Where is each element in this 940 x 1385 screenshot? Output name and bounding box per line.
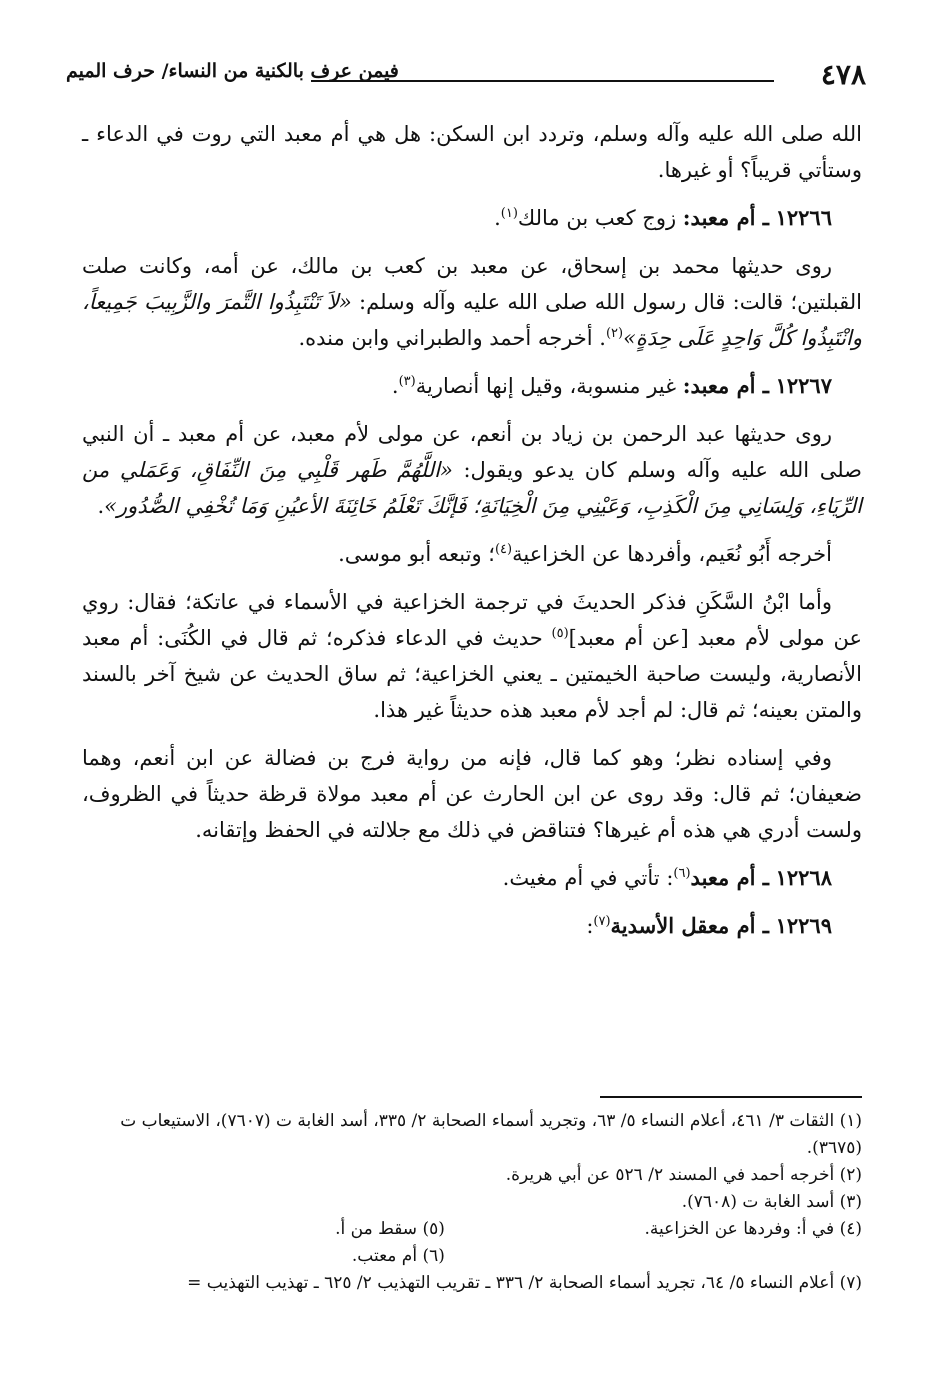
entry-end: . [494,206,501,230]
footnote-7: (٧) أعلام النساء ٥/ ٦٤، تجريد أسماء الصحابة ٢/ ٣٣٦ ـ تقريب التهذيب ٢/ ٦٢٥ ـ تهذيب التهذيب = [187,1273,862,1293]
entry-12268 [82,860,862,896]
entry-12266 [82,200,862,236]
main-text [82,116,862,956]
paragraph-12266 [82,248,862,356]
entry-12267 [82,368,862,404]
footnote-spacer [469,1243,862,1270]
entry-number: ١٢٢٦٩ [775,913,832,938]
paragraph-text: أخرجه أَبُو نُعَيم، وأفردها عن الخزاعية [512,542,832,566]
paragraph-abu-nuaym [82,536,862,572]
running-title: فيمن عرف بالكنية من النساء/ حرف الميم [66,60,399,82]
footnote-3: (٣) أسد الغابة ت (٧٦٠٨). [681,1192,862,1212]
footnote-6: (٦) أم معتب. [351,1246,445,1266]
entry-number: ١٢٢٦٨ [775,865,832,890]
paragraph-ibn-sakan [82,584,862,728]
paragraph-text: روى حديثها عبد الرحمن بن زياد بن أنعم، عن مولى لأم معبد، عن أم معبد ـ أن النبي صلى الله عليه وآله وسلم كان يدعو ويقول: [82,422,862,482]
footnote-ref: (٤) [494,542,513,557]
footnote-ref: (١) [500,206,518,221]
page-header [66,58,866,94]
paragraph-continuation: الله صلى الله عليه وآله وسلم، وتردد ابن السكن: هل هي أم معبد التي روت في الدعاء ـ وستأتي قريباً؟ أو غيرها. [82,122,862,182]
entry-number: ١٢٢٦٦ [775,205,832,230]
footnote-row [82,1216,862,1243]
paragraph-text: حديث في الدعاء فذكره؛ ثم قال في الكُنَى: أم معبد الأنصارية، وليست صاحبة الخيمتين ـ يعني الخزاعية؛ ثم ساق الحديث عن شيخ آخر بالسند والمتن بعينه؛ ثم قال: لم أجد لأم معبد هذه حديثاً غير هذا. [82,626,862,722]
entry-12269 [82,908,862,944]
entry-end: : [586,914,594,938]
footnote-rule [600,1096,862,1098]
entry-end: . [391,374,399,398]
paragraph-text: روى حديثها محمد بن إسحاق، عن معبد بن كعب بن مالك، عن أمه، وكانت صلت القبلتين؛ قالت: قال رسول الله صلى الله عليه وآله وسلم: [82,254,862,314]
entry-description: غير منسوبة، وقيل إنها أنصارية [415,374,677,398]
paragraph-text: ؛ وتبعه أبو موسى. [338,542,495,566]
footnote-1: (١) الثقات ٣/ ٤٦١، أعلام النساء ٥/ ٦٣، وتجريد أسماء الصحابة ٢/ ٣٣٥، أسد الغابة ت (٧٦٠٧)، الاستيعاب ت (٣٦٧٥). [120,1111,862,1158]
entry-name: ـ أم معبد [690,865,769,890]
entry-name: ـ أم معبد: [682,205,769,230]
footnote-row [82,1243,862,1270]
entry-number: ١٢٢٦٧ [775,373,832,398]
paragraph-isnad: وفي إسناده نظر؛ وهو كما قال، فإنه من رواية فرج بن فضالة عن ابن أنعم، وهما ضعيفان؛ ثم قال: وقد روى عن ابن الحارث عن أم معبد مولاة قرظة حديثاً في الظروف، ولست أدري هي هذه أم غيرها؟ فتناقض في ذلك مع جلالته في الحفظ وإتقانه. [82,746,862,842]
paragraph-text: . أخرجه أحمد والطبراني وابن منده. [298,326,606,350]
entry-description: : تأتي في أم مغيث. [502,866,674,890]
footnote-4: (٤) في أ: وفردها عن الخزاعية. [644,1219,862,1239]
paragraph-12267 [82,416,862,524]
footnotes [82,1108,862,1297]
footnote-ref: (٦) [673,866,691,881]
hadith-quote: «اللَّهُمَّ طَهر قَلْبِي مِنَ النِّفَاقِ، وَعَمَلي من الرِّيَاءِ، وَلِسَانِي مِنَ الْكَذِبِ، وَعَيْنِي مِنَ الْخِيَانَةِ؛ فَإنَّكَ تَعْلَمُ خَائِنَةَ الأعيُنِ وَمَا تُخْفِي الصُّدُور» [82,458,862,518]
footnote-ref: (٢) [605,326,624,341]
entry-name: ـ أم معبد: [682,373,769,398]
hadith-quote: «لاَ تَنْتَبِذُوا التَّمرَ والزَّبِيبَ جَمِيعاً، وانْتَبِذُوا كُلَّ وَاحِدٍ عَلَى حِدَةٍ» [82,290,862,350]
entry-description: زوج كعب بن مالك [517,206,677,230]
footnote-ref: (٧) [593,914,611,929]
entry-name: ـ أم معقل الأسدية [610,913,769,938]
page-number: ٤٧٨ [820,58,866,91]
footnote-5: (٥) سقط من أ. [335,1219,445,1239]
paragraph-text: وأما ابْنُ السَّكَنِ فذكر الحديثَ في ترجمة الخزاعية في الأسماء في عاتكة؛ فقال: روي عن مولى لأم معبد [عن أم معبد] [82,590,863,650]
paragraph-end: . [97,494,105,518]
footnote-ref: (٥) [551,626,569,641]
footnote-ref: (٣) [398,374,416,389]
footnote-2: (٢) أخرجه أحمد في المسند ٢/ ٥٢٦ عن أبي هريرة. [505,1165,862,1185]
